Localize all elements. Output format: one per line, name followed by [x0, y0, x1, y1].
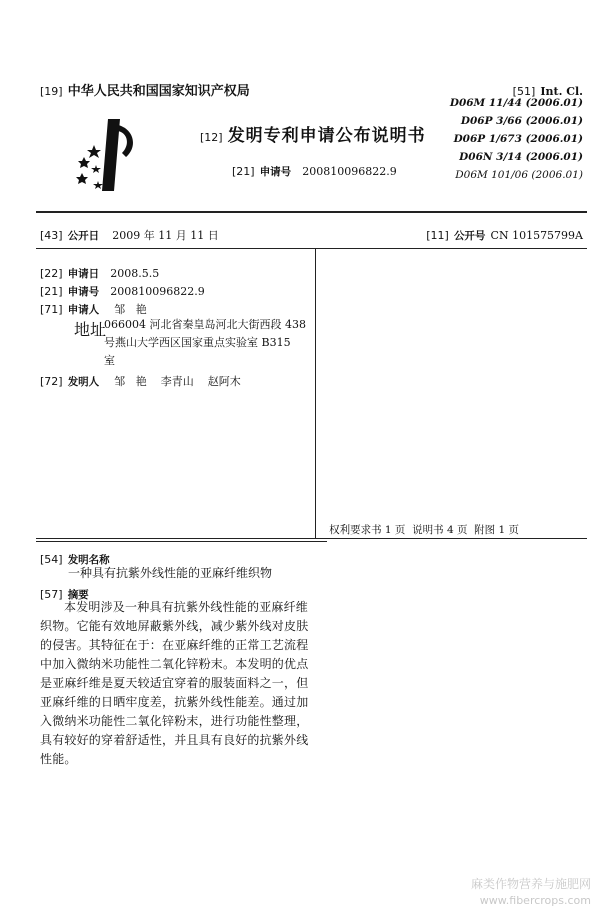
- ipc-class: D06P 3/66: [460, 115, 522, 127]
- address-line: 066004 河北省秦皇岛河北大街西段 438: [104, 318, 306, 331]
- abstract-line: 亚麻纤维的日晒牢度差，抗紫外线性能差。通过加: [40, 695, 309, 709]
- ipc-class: D06M 11/44: [449, 97, 522, 109]
- watermark-url: www.fibercrops.com: [479, 894, 591, 907]
- ipc-version: (2006.01): [525, 97, 583, 109]
- pub-date: [40, 224, 219, 243]
- office-code: [19]: [40, 85, 63, 98]
- abstract-line: 中加入微纳米功能性二氧化锌粉末。本发明的优点: [40, 657, 309, 671]
- address-line: 室: [104, 354, 115, 367]
- address-line: 号燕山大学西区国家重点实验室 B315: [104, 336, 291, 349]
- inventors-value: 邹 艳 李青山 赵阿木: [114, 375, 241, 388]
- application-number: [40, 280, 205, 299]
- pub-date-code: [43]: [40, 229, 63, 242]
- ipc-class: D06N 3/14: [459, 151, 522, 163]
- title-label: 发明名称: [67, 554, 110, 566]
- column-divider: [315, 249, 316, 538]
- filing-date-label: 申请日: [67, 268, 100, 280]
- pub-no-label: 公开号: [453, 230, 486, 242]
- inventors: [40, 370, 241, 389]
- abstract-line: 入微纳米功能性二氧化锌粉末，进行功能性整理，: [40, 714, 309, 728]
- invention-title: 一种具有抗紫外线性能的亚麻纤维织物: [68, 566, 273, 580]
- filing-date: [40, 262, 159, 281]
- ipc-entry: [433, 97, 583, 109]
- ipc-entry: [433, 169, 583, 181]
- appl-no-code: [21]: [40, 285, 63, 298]
- abstract-line: 是亚麻纤维是夏天较适宜穿着的服装面料之一，但: [40, 676, 309, 690]
- doc-type-title: 发明专利申请公布说明书: [227, 126, 426, 146]
- header-appl-no: [232, 160, 397, 179]
- watermark-site-name: 麻类作物营养与施肥网: [470, 877, 591, 891]
- appl-no-label: 申请号: [67, 286, 100, 298]
- biblio-bottom-divider: [36, 538, 587, 539]
- ipc-entry: [433, 115, 583, 127]
- int-cl-code: [51]: [512, 85, 536, 98]
- pub-no: [426, 224, 583, 243]
- abstract-line: 具有较好的穿着舒适性，并且具有良好的抗紫外线: [40, 733, 309, 747]
- office-header: [40, 80, 250, 99]
- abstract-line: 本发明涉及一种具有抗紫外线性能的亚麻纤维: [64, 600, 309, 614]
- doc-type-code: [12]: [200, 131, 223, 144]
- inventors-label: 发明人: [67, 376, 100, 388]
- doc-type-line: [200, 121, 426, 146]
- ipc-entry: [433, 133, 583, 145]
- address-block: [104, 316, 306, 370]
- pub-no-value: CN 101575799A: [490, 229, 583, 242]
- abstract-line: 织物。它能有效地屏蔽紫外线，减少紫外线对皮肤: [40, 619, 309, 633]
- int-cl-label: Int. Cl.: [540, 85, 583, 98]
- office-name: 中华人民共和国国家知识产权局: [67, 84, 250, 99]
- pub-date-value: 2009 年 11 月 11 日: [112, 229, 219, 242]
- ipc-class: D06P 1/673: [453, 133, 522, 145]
- header-appl-no-label: 申请号: [259, 166, 292, 178]
- abstract-line: 性能。: [40, 752, 77, 766]
- address-label: 地址: [74, 320, 107, 339]
- header-appl-no-code: [21]: [232, 165, 255, 178]
- applicant: [40, 298, 147, 317]
- appl-no-value: 200810096822.9: [110, 285, 205, 298]
- header-divider: [36, 211, 587, 213]
- ipc-class: D06M 101/06: [455, 169, 529, 181]
- pub-date-label: 公开日: [67, 230, 100, 242]
- ipc-version: (2006.01): [525, 133, 583, 145]
- biblio-top-divider: [36, 248, 587, 249]
- applicant-code: [71]: [40, 303, 63, 316]
- inventors-code: [72]: [40, 375, 63, 388]
- title-code: [54]: [40, 553, 63, 566]
- abstract-label: 摘要: [67, 589, 89, 601]
- abstract-top-divider: [36, 541, 327, 542]
- header-appl-no-value: 200810096822.9: [302, 165, 397, 178]
- sipo-emblem-icon: [68, 115, 140, 195]
- abstract-line: 的侵害。其特征在于：在亚麻纤维的正常工艺流程: [40, 638, 309, 652]
- ipc-version: (2006.01): [525, 151, 583, 163]
- abstract-code: [57]: [40, 588, 63, 601]
- ipc-version: (2006.01): [531, 169, 583, 181]
- page-counts: 权利要求书 1 页 说明书 4 页 附图 1 页: [329, 524, 519, 536]
- applicant-label: 申请人: [67, 304, 100, 316]
- abstract-body: [40, 598, 330, 769]
- ipc-version: (2006.01): [525, 115, 583, 127]
- ipc-entry: [433, 151, 583, 163]
- applicant-value: 邹 艳: [114, 303, 147, 316]
- filing-date-code: [22]: [40, 267, 63, 280]
- filing-date-value: 2008.5.5: [110, 267, 160, 280]
- pub-no-code: [11]: [426, 229, 449, 242]
